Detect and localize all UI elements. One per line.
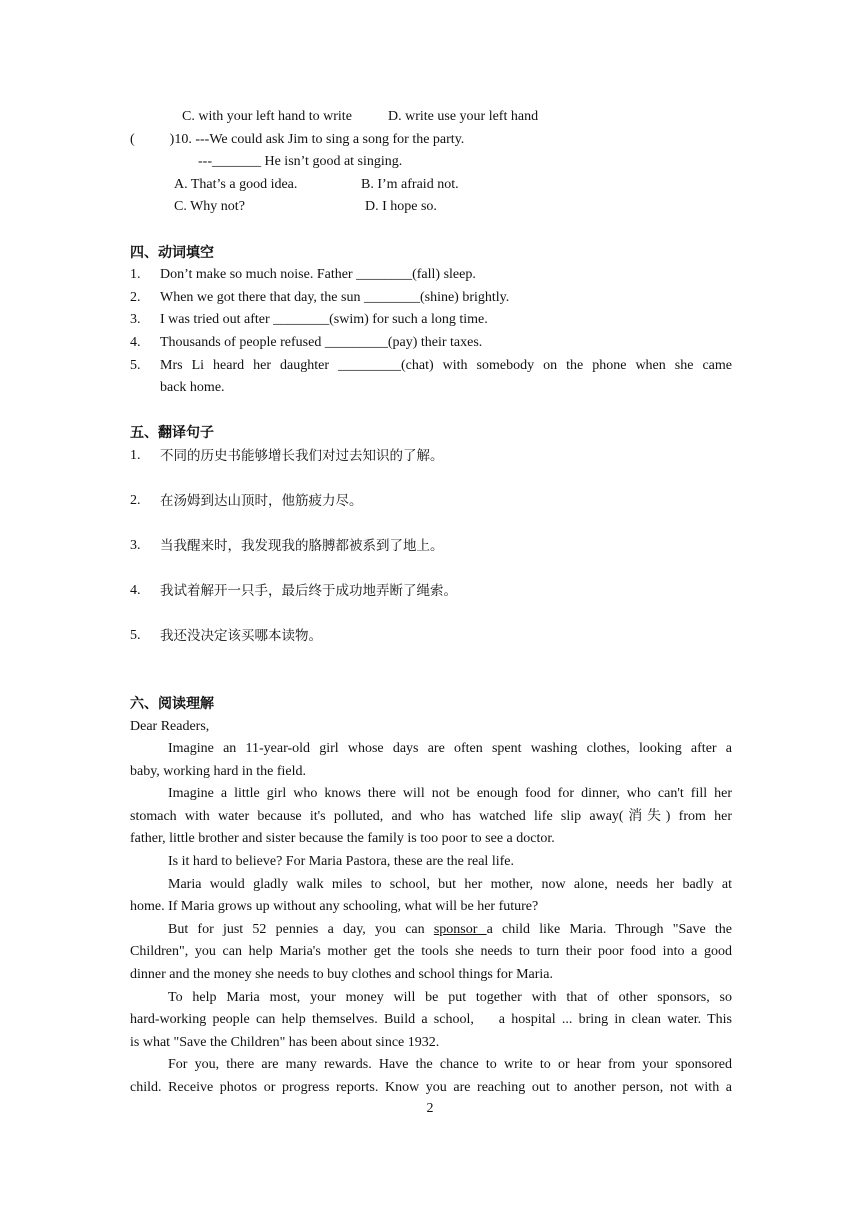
paragraph-2: [130, 783, 732, 851]
paragraph-line: child. Receive photos or progress reports. Know you are reaching out to another person, not with a: [130, 1080, 732, 1095]
page-number: 2: [426, 1101, 434, 1116]
translate-item-4: [130, 580, 732, 625]
translate-item-1: [130, 445, 732, 490]
item-number: 3.: [130, 312, 141, 328]
translate-item-5: [130, 625, 732, 693]
paragraph-line: baby, working hard in the field.: [130, 763, 306, 779]
q9-options-cd: [130, 106, 732, 129]
translate-item-3: [130, 535, 732, 580]
item-number: 5.: [130, 627, 141, 643]
verb-item-5: [130, 355, 732, 378]
item-number: 5.: [130, 357, 141, 373]
q10-prompt: 10. ---We could ask Jim to sing a song for the party.: [174, 131, 465, 147]
letter-salutation: Dear Readers,: [130, 718, 210, 734]
page-content: [130, 106, 732, 1100]
paragraph-5: [130, 919, 732, 987]
item-text: 不同的历史书能够增长我们对过去知识的了解。: [160, 447, 444, 464]
q10-reply: ---_______ He isn’t good at singing.: [198, 154, 403, 170]
paragraph-line: To help Maria most, your money will be put together with that of other sponsors, so: [168, 989, 732, 1005]
paragraph-line: dinner and the money she needs to buy clothes and school things for Maria.: [130, 967, 554, 983]
paragraph-7: [130, 1054, 732, 1099]
q9-option-c: C. with your left hand to write: [182, 109, 352, 124]
paragraph-line: is what "Save the Children" has been about since 1932.: [130, 1034, 440, 1050]
item-number: 3.: [130, 537, 141, 553]
paragraph-line: Imagine an 11-year-old girl whose days are often spent washing clothes, looking after a: [168, 741, 732, 757]
item-text: 我试着解开一只手，最后终于成功地弄断了绳索。: [160, 582, 457, 599]
text-run: But for just 52 pennies a day, you can: [168, 921, 434, 937]
item-number: 1.: [130, 447, 141, 463]
paragraph-1: [130, 738, 732, 783]
q10-options-cd: [130, 196, 732, 219]
paragraph-line: father, little brother and sister because the family is too poor to see a doctor.: [130, 831, 555, 847]
q10-prompt-line: [130, 129, 732, 152]
item-text: Thousands of people refused _________(pay) their taxes.: [160, 334, 483, 350]
item-text: When we got there that day, the sun ________(shine) brightly.: [160, 289, 510, 305]
section5-heading: 五、翻译句子: [130, 425, 214, 442]
paragraph-line: For you, there are many rewards. Have the chance to write to or hear from your sponsored: [168, 1057, 732, 1073]
item-text: 我还没决定该买哪本读物。: [160, 627, 322, 644]
q10-option-b: B. I’m afraid not.: [361, 176, 459, 192]
verb-item-5-continued: back home.: [160, 380, 225, 396]
verb-item-1: [130, 264, 732, 287]
q10-options-ab: [130, 174, 732, 197]
section6-heading: 六、阅读理解: [130, 695, 214, 712]
paragraph-3: [130, 851, 732, 874]
q10-option-c: C. Why not?: [174, 199, 245, 215]
section4-heading: 四、动词填空: [130, 244, 214, 261]
item-text: 在汤姆到达山顶时，他筋疲力尽。: [160, 492, 363, 509]
item-text: Don’t make so much noise. Father ________(fall) sleep.: [160, 267, 476, 283]
item-text: 当我醒来时，我发现我的胳膊都被系到了地上。: [160, 537, 444, 554]
verb-item-2: [130, 287, 732, 310]
q10-option-a: A. That’s a good idea.: [174, 176, 298, 192]
q9-option-d: D. write use your left hand: [388, 109, 539, 124]
paragraph-6: [130, 987, 732, 1055]
item-number: 2.: [130, 289, 141, 305]
paragraph-line: hard-working people can help themselves. Build a school, a hospital ... bring in clean water. This: [130, 1012, 732, 1028]
text-run: a child like Maria. Through "Save the: [486, 921, 732, 937]
paragraph-4: [130, 874, 732, 919]
underlined-word-sponsor: sponsor: [433, 921, 487, 937]
item-number: 4.: [130, 582, 141, 598]
q10-option-d: D. I hope so.: [365, 199, 437, 215]
paragraph-line: Children", you can help Maria's mother get the tools she needs to turn their poor food into a good: [130, 944, 732, 960]
answer-paren: ( ): [130, 131, 175, 147]
item-number: 4.: [130, 334, 141, 350]
paragraph-line: [130, 919, 732, 942]
verb-item-4: [130, 332, 732, 355]
item-number: 1.: [130, 267, 141, 283]
paragraph-line: home. If Maria grows up without any schooling, what will be her future?: [130, 899, 539, 915]
item-number: 2.: [130, 492, 141, 508]
paragraph-line: Is it hard to believe? For Maria Pastora, these are the real life.: [168, 854, 514, 870]
item-text: I was tried out after ________(swim) for such a long time.: [160, 312, 488, 328]
paragraph-line: stomach with water because it's polluted, and who has watched life slip away(消失) from her: [130, 808, 732, 824]
translate-item-2: [130, 490, 732, 535]
paragraph-line: Maria would gladly walk miles to school, but her mother, now alone, needs her badly at: [168, 876, 732, 892]
paragraph-line: Imagine a little girl who knows there will not be enough food for dinner, who can't fill her: [168, 786, 732, 802]
verb-item-3: [130, 309, 732, 332]
item-text: Mrs Li heard her daughter _________(chat) with somebody on the phone when she came: [160, 357, 732, 373]
